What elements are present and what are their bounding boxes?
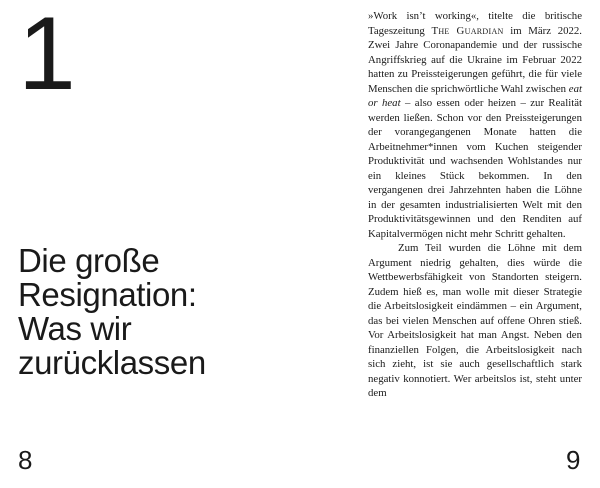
body-paragraph bbox=[368, 241, 582, 401]
text-run: – also essen oder heizen – zur Realität werden ließen. Schon vor den Preissteigerungen der vorangegangenen Monate hatten die Arbeitnehmer*innen vom Kuchen steigender Produktivität und wachsenden Wohlstandes nur ein kleines Stück bekommen. In den vergangenen drei Jahrzehnten haben die Löhne in der gesamten industrialisierten Welt mit den Produktivitätsgewinnen und den Renditen auf Kapitalvermögen nicht mehr Schritt gehalten. bbox=[368, 97, 583, 240]
chapter-title-line: Was wir bbox=[18, 310, 132, 347]
text-run: Zum Teil wurden die Löhne mit dem Argument niedrig gehalten, dies würde die Wettbewerbsfähigkeit von Standorten steigern. Zudem hieß es, man wolle mit dieser Strategie die Arbeitslosigkeit eindämmen – ein Argument, das bei vielen Menschen auf offene Ohren stieß. Vor Arbeitslosigkeit hat man Angst. Neben den finanziellen Folgen, die Arbeitslosigkeit nach sich zieht, ist sie auch gesellschaftlich stark negativ konnotiert. Wer arbeitslos ist, steht unter dem bbox=[368, 242, 582, 399]
text-run: »Work isn’t working«, titelte die britische Tageszeitung bbox=[368, 10, 582, 37]
page-number-left: 8 bbox=[18, 445, 33, 475]
chapter-title-line: Resignation: bbox=[18, 276, 197, 313]
text-run: im März 2022. Zwei Jahre Coronapandemie und der russische Angriffskrieg auf die Ukraine im Februar 2022 hatten zu Preissteigerungen geführt, die für viele Menschen die sprichwörtliche Wahl zwischen bbox=[368, 24, 582, 95]
chapter-title-line: Die große bbox=[18, 242, 160, 279]
chapter-title bbox=[18, 244, 288, 380]
body-paragraph bbox=[368, 9, 582, 241]
body-text bbox=[368, 9, 582, 401]
page-number-right: 9 bbox=[566, 445, 581, 475]
right-page bbox=[300, 0, 600, 488]
text-run: The Guardian bbox=[431, 24, 504, 37]
text-run: eat or heat bbox=[368, 82, 582, 109]
chapter-number: 1 bbox=[18, 0, 74, 112]
chapter-title-line: zurücklassen bbox=[18, 344, 206, 381]
